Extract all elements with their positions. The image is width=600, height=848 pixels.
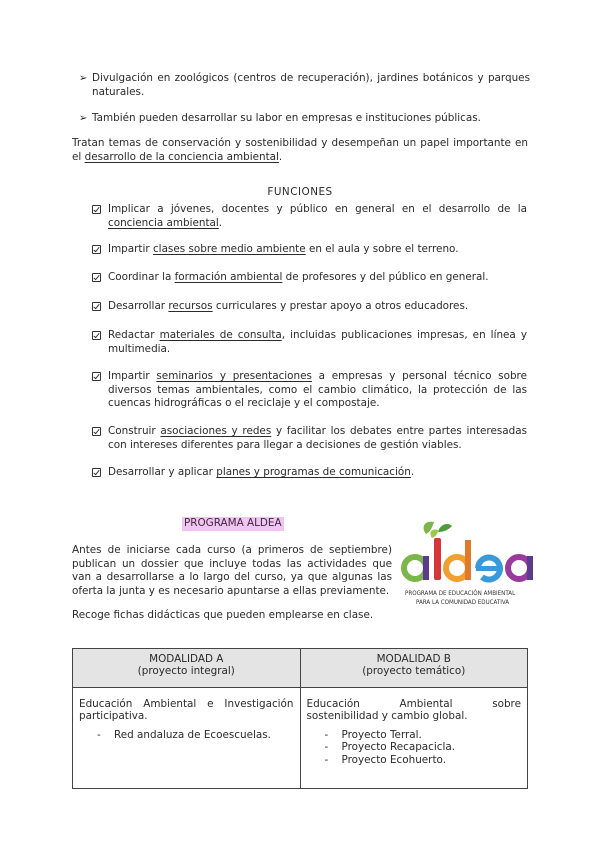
- funcion-link[interactable]: formación ambiental: [174, 271, 283, 283]
- logo-letter-e-bar: [476, 566, 498, 571]
- funcion-post: de profesores y del público en general.: [282, 271, 489, 283]
- logo-letter-a: [404, 557, 426, 579]
- funcion-pre: Construir: [108, 425, 161, 437]
- aldea-logo-graphic: [398, 520, 544, 612]
- funcion-item: [108, 271, 527, 285]
- funcion-item: [108, 243, 527, 257]
- leaf-icon: [438, 524, 452, 532]
- funcion-pre: Impartir: [108, 243, 153, 255]
- modalidad-b-title: MODALIDAD B: [376, 653, 451, 665]
- aldea-paragraph-2: Recoge fichas didácticas que pueden emplearse en clase.: [72, 609, 374, 621]
- funcion-pre: Impartir: [108, 370, 157, 382]
- logo-letter-l: [434, 538, 441, 580]
- logo-letter-d: [446, 557, 468, 579]
- checkbox-icon: [92, 331, 101, 340]
- checkbox-icon: [92, 205, 101, 214]
- funcion-pre: Redactar: [108, 329, 160, 341]
- funcion-post: a empresas y personal técnico sobre diversos temas ambientales, como el cambio climático, la protección de las cuencas hidrográficas o el reciclaje y el compostaje.: [108, 370, 527, 410]
- checkbox-icon: [92, 245, 101, 254]
- funcion-link[interactable]: conciencia ambiental: [108, 216, 219, 229]
- table-header-row: [73, 649, 528, 688]
- leaf-icon: [430, 529, 438, 538]
- modalidad-a-title: MODALIDAD A: [149, 653, 224, 665]
- checkbox-icon: [92, 468, 101, 477]
- logo-letter-a2: [508, 557, 530, 579]
- funcion-link[interactable]: recursos: [168, 300, 213, 312]
- bullet-text: Divulgación en zoológicos (centros de recuperación), jardines botánicos y parques naturales.: [92, 72, 530, 98]
- modalidad-b-list: [307, 729, 522, 766]
- funcion-pre: Implicar a jóvenes, docentes y público en general en el desarrollo de la: [108, 203, 527, 215]
- header-modalidad-b: [300, 649, 528, 688]
- logo-subtitle-2: PARA LA COMUNIDAD EDUCATIVA: [416, 599, 510, 606]
- logo-subtitle-1: PROGRAMA DE EDUCACIÓN AMBIENTAL: [405, 590, 516, 597]
- modalidad-a-subtitle: (proyecto integral): [137, 665, 235, 678]
- paragraph-tail: .: [278, 150, 283, 163]
- funcion-pre: Desarrollar: [108, 300, 169, 312]
- funcion-item: [108, 329, 527, 356]
- funcion-post: .: [410, 466, 415, 478]
- list-item: - Proyecto Terral.: [325, 729, 522, 741]
- intro-bullet: [79, 72, 530, 99]
- list-item: - Proyecto Recapacicla.: [325, 741, 522, 753]
- conciencia-link[interactable]: desarrollo de la conciencia ambiental: [84, 150, 279, 163]
- list-item: - Proyecto Ecohuerto.: [325, 754, 522, 766]
- funcion-link[interactable]: materiales de consulta: [159, 329, 282, 341]
- funcion-pre: Coordinar la: [108, 271, 175, 283]
- modalidades-table: [72, 648, 528, 789]
- table-row: [73, 688, 528, 789]
- funcion-link[interactable]: planes y programas de comunicación: [216, 466, 411, 478]
- funcion-link[interactable]: clases sobre medio ambiente: [152, 243, 306, 255]
- aldea-logo: [398, 520, 544, 612]
- cell-modalidad-b: [300, 688, 528, 789]
- bullet-text: También pueden desarrollar su labor en empresas e instituciones públicas.: [92, 112, 481, 124]
- intro-bullet: [79, 112, 530, 126]
- list-item: - Red andaluza de Ecoescuelas.: [97, 729, 294, 741]
- modalidad-b-heading: Educación Ambiental sobre sostenibilidad y cambio global.: [306, 698, 521, 723]
- funcion-item: [108, 466, 527, 480]
- arrow-bullet-icon: ➢: [79, 113, 88, 124]
- funcion-link[interactable]: asociaciones y redes: [160, 425, 272, 437]
- funcion-item: [108, 425, 527, 452]
- funcion-item: [108, 300, 527, 314]
- intro-paragraph: [72, 137, 528, 164]
- aldea-paragraph: Antes de iniciarse cada curso (a primeros de septiembre) publican un dossier que incluye todas las actividades que van a desarrollarse a lo largo del curso, ya que algunas las oferta la junta y es necesario apuntarse a ellas previamente.: [72, 544, 392, 597]
- funcion-item: [108, 203, 527, 230]
- funcion-pre: Desarrollar y aplicar: [108, 466, 217, 478]
- funciones-title: FUNCIONES: [267, 186, 333, 198]
- arrow-bullet-icon: ➢: [79, 73, 88, 84]
- checkbox-icon: [92, 302, 101, 311]
- funcion-link[interactable]: seminarios y presentaciones: [156, 370, 312, 382]
- funcion-item: [108, 370, 527, 411]
- modalidad-b-subtitle: (proyecto temático): [362, 665, 466, 678]
- modalidad-a-heading: Educación Ambiental e Investigación participativa.: [79, 698, 294, 723]
- funcion-post: en el aula y sobre el terreno.: [305, 243, 459, 255]
- checkbox-icon: [92, 427, 101, 436]
- funcion-post: curriculares y prestar apoyo a otros educadores.: [212, 300, 469, 312]
- modalidad-a-list: [79, 729, 294, 741]
- checkbox-icon: [92, 273, 101, 282]
- aldea-title: PROGRAMA ALDEA: [184, 517, 282, 529]
- funcion-post: y facilitar los debates entre partes interesadas con intereses diferentes para llegar a decisiones de gestión viables.: [108, 425, 528, 451]
- logo-letter-a-stem: [423, 556, 429, 580]
- funcion-post: .: [218, 216, 223, 229]
- logo-letter-a2-stem: [527, 556, 533, 580]
- paragraph-text: Tratan temas de conservación y sostenibilidad y desempeñan un papel importante en el: [72, 137, 528, 163]
- checkbox-icon: [92, 372, 101, 381]
- funcion-post: , incluidas publicaciones impresas, en línea y multimedia.: [108, 329, 527, 355]
- cell-modalidad-a: [73, 688, 301, 789]
- header-modalidad-a: [73, 649, 301, 688]
- logo-letter-d-stem: [465, 540, 471, 580]
